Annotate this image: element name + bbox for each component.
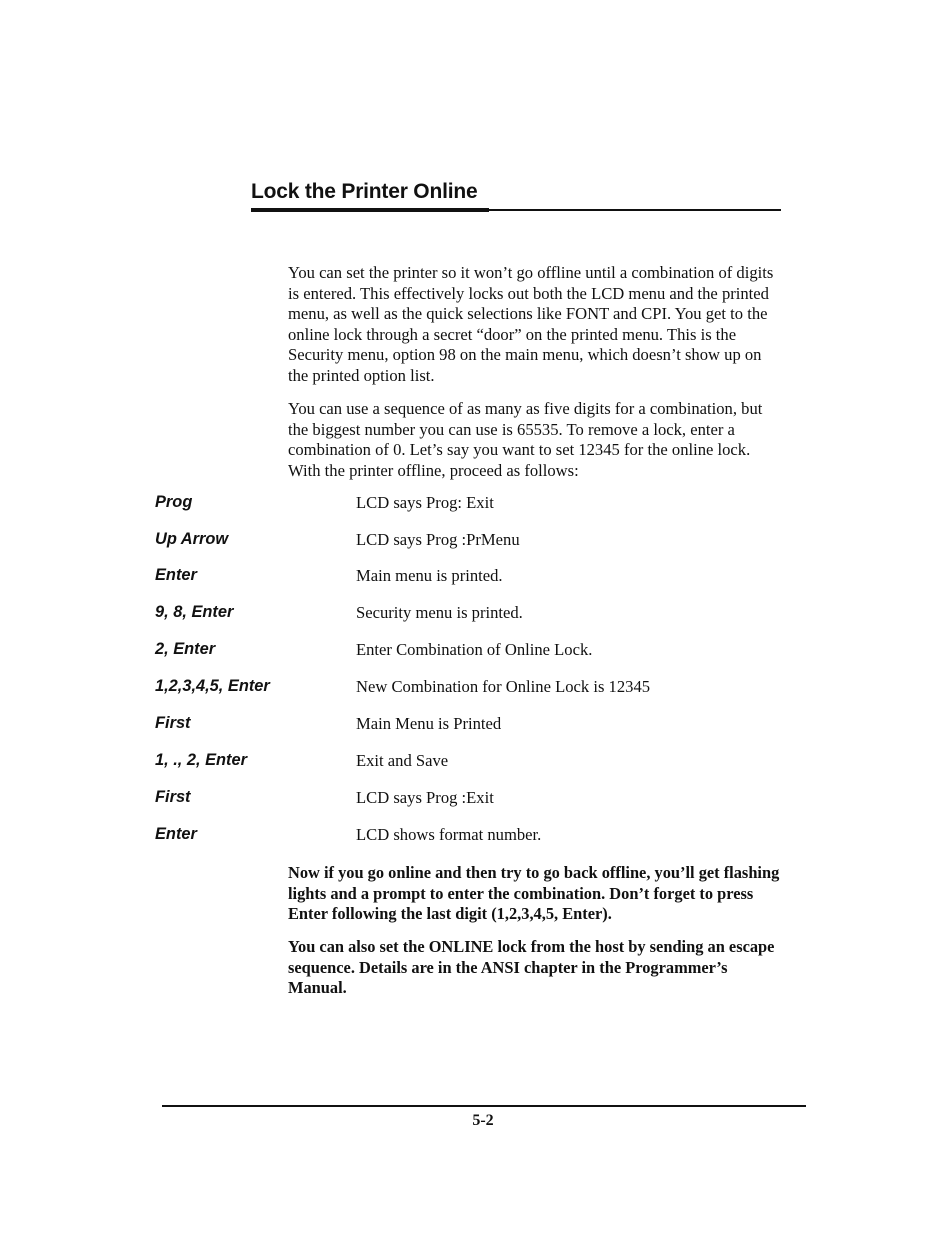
- step-description: Enter Combination of Online Lock.: [356, 640, 593, 659]
- step-row: [0, 677, 950, 705]
- step-row: [0, 493, 950, 521]
- step-key: 1,2,3,4,5, Enter: [155, 677, 270, 695]
- step-row: [0, 825, 950, 853]
- step-key: First: [155, 788, 191, 806]
- step-description: LCD shows format number.: [356, 825, 542, 844]
- step-key: 9, 8, Enter: [155, 603, 234, 621]
- combination-paragraph: You can use a sequence of as many as five digits for a combination, but the biggest number you can use is 65535. To remove a lock, enter a combination of 0. Let’s say you want to set 12345 for the online lock. With the printer offline, proceed as follows:: [288, 399, 763, 480]
- step-row: [0, 566, 950, 594]
- step-key: Enter: [155, 825, 197, 843]
- step-key: Up Arrow: [155, 530, 229, 548]
- step-key: First: [155, 714, 191, 732]
- step-row: [0, 788, 950, 816]
- page-number: 5-2: [472, 1112, 494, 1129]
- step-description: LCD says Prog :PrMenu: [356, 530, 520, 549]
- online-behavior-paragraph: Now if you go online and then try to go back offline, you’ll get flashing lights and a prompt to enter the combination. Don’t forget to press Enter following the last digit (1,2,3,4,5, Enter).: [288, 863, 780, 923]
- step-row: [0, 530, 950, 558]
- step-description: LCD says Prog :Exit: [356, 788, 494, 807]
- step-row: [0, 751, 950, 779]
- step-row: [0, 640, 950, 668]
- step-key: 1, ., 2, Enter: [155, 751, 248, 769]
- intro-paragraph: You can set the printer so it won’t go offline until a combination of digits is entered. This effectively locks out both the LCD menu and the printed menu, as well as the quick selections like FONT and CPI. You get to the online lock through a secret “door” on the printed menu. This is the Security menu, option 98 on the main menu, which doesn’t show up on the printed option list.: [288, 263, 774, 385]
- step-row: [0, 714, 950, 742]
- step-key: Prog: [155, 493, 193, 511]
- step-key: Enter: [155, 566, 197, 584]
- host-lock-paragraph: You can also set the ONLINE lock from the host by sending an escape sequence. Details are in the ANSI chapter in the Programmer’s Manual.: [288, 937, 775, 997]
- step-description: Main Menu is Printed: [356, 714, 502, 733]
- step-key: 2, Enter: [155, 640, 216, 658]
- step-description: Main menu is printed.: [356, 566, 503, 585]
- section-title: Lock the Printer Online: [251, 180, 478, 203]
- step-row: [0, 603, 950, 631]
- step-description: Security menu is printed.: [356, 603, 523, 622]
- step-description: Exit and Save: [356, 751, 449, 770]
- footer-rule: [162, 1105, 806, 1107]
- title-underline-thin: [251, 209, 781, 211]
- step-description: LCD says Prog: Exit: [356, 493, 494, 512]
- step-description: New Combination for Online Lock is 12345: [356, 677, 651, 696]
